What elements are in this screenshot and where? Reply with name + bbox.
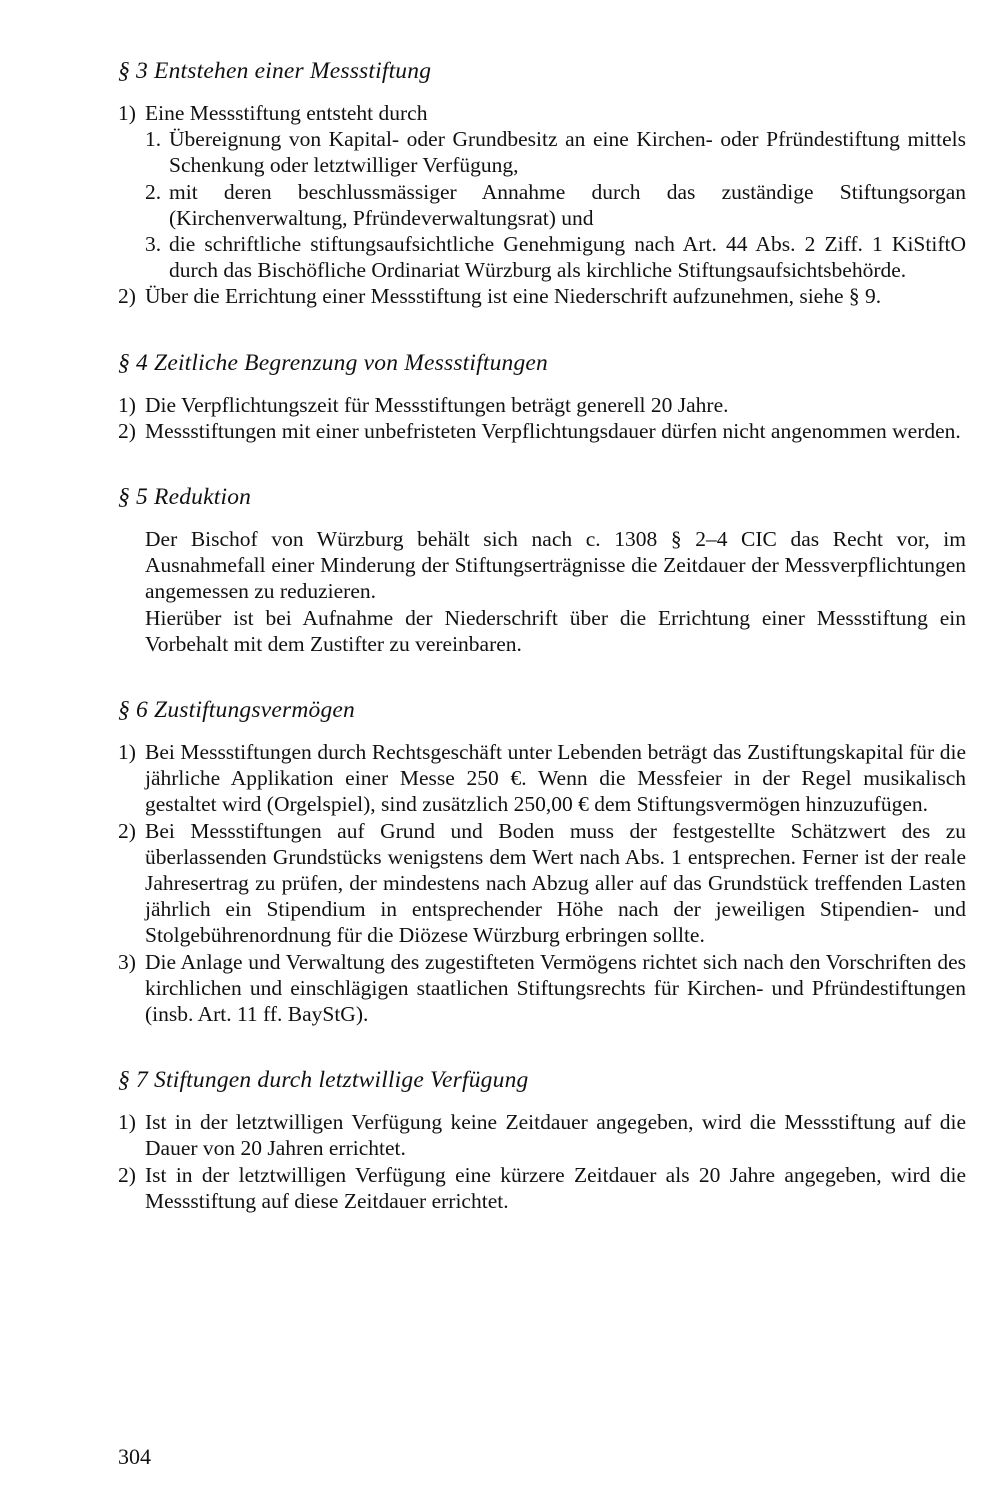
item-number: 1) — [118, 101, 136, 125]
list-item — [118, 1162, 966, 1214]
item-text: Ist in der letztwilligen Verfügung eine kürzere Zeitdauer als 20 Jahre angegeben, wird die Messstiftung auf diese Zeitdauer errichtet. — [145, 1162, 966, 1213]
section-title: § 5 Reduktion — [118, 484, 252, 511]
section-3 — [118, 56, 966, 310]
item-number: 1. — [145, 127, 162, 152]
list-item — [118, 283, 966, 309]
page-number: 304 — [118, 1444, 151, 1469]
item-number: 2) — [118, 418, 136, 443]
list-item — [118, 100, 966, 126]
section-4 — [118, 348, 966, 444]
list-item — [118, 1109, 966, 1161]
list-item — [118, 392, 966, 418]
item-text: Bei Messstiftungen durch Rechtsgeschäft unter Lebenden beträgt das Zustiftungskapital für die jährliche Applikation einer Messe 250 €. Wenn die Messfeier in der Regel musikalisch gestaltet wird (Orgelspiel), sind zusätzlich 250,00 € dem Stiftungsvermögen hinzuzufügen. — [145, 740, 966, 817]
item-text: Bei Messstiftungen auf Grund und Boden muss der festgestellte Schätzwert des zu überlassenden Grundstücks wenigstens dem Wert nach Abs. 1 entsprechen. Ferner ist der reale Jahresertrag zu prüfen, der mindestens nach Abzug aller auf das Grundstück treffenden Lasten jährlich ein Stipendium in entsprechender Höhe nach der jeweiligen Stipendien- und Stolgebührenordnung für die Diözese Würzburg erbringen sollte. — [145, 818, 966, 948]
list-item — [118, 739, 966, 818]
section-title: § 7 Stiftungen durch letztwillige Verfügung — [118, 1067, 529, 1094]
item-number: 2) — [118, 818, 136, 843]
item-number: 3. — [145, 232, 162, 257]
item-number: 1) — [118, 1110, 136, 1135]
item-text: Die Anlage und Verwaltung des zugestifteten Vermögens richtet sich nach den Vorschriften des kirchlichen und einschlägigen staatlichen Stiftungsrechts für Kirchen- und Pfründestiftungen (insb. Art. 11 ff. BayStG). — [145, 949, 966, 1027]
item-text: mit deren beschlussmässiger Annahme durch das zuständige Stiftungsorgan (Kirchenverwaltung, Pfründeverwaltungsrat) und — [169, 179, 966, 230]
item-number: 2) — [118, 284, 136, 309]
item-number: 1) — [118, 392, 136, 417]
item-text: Übereignung von Kapital- oder Grundbesitz an eine Kirchen- oder Pfründestiftung mittels Schenkung oder letztwilliger Verfügung, — [169, 127, 966, 178]
section-6 — [118, 695, 966, 1027]
section-title: § 3 Entstehen einer Messstiftung — [118, 58, 432, 84]
item-number: 2) — [118, 1162, 136, 1187]
paragraph: Hierüber ist bei Aufnahme der Niederschrift über die Errichtung einer Messstiftung ein Vorbehalt mit dem Zustifter zu vereinbaren. — [145, 605, 966, 656]
item-text: Messstiftungen mit einer unbefristeten Verpflichtungsdauer dürfen nicht angenommen werden. — [145, 418, 961, 443]
sub-item — [118, 179, 966, 231]
section-title: § 4 Zeitliche Begrenzung von Messstiftungen — [118, 349, 549, 376]
item-text: Eine Messstiftung entsteht durch — [145, 101, 428, 125]
item-number: 2. — [145, 179, 162, 204]
sub-item — [118, 126, 966, 178]
paragraph: Der Bischof von Würzburg behält sich nach c. 1308 § 2–4 CIC das Recht vor, im Ausnahmefall einer Minderung der Stiftungserträgnisse die Zeitdauer der Messverpflichtungen angemessen zu reduzieren. — [145, 527, 966, 604]
list-item — [118, 818, 966, 949]
section-title: § 6 Zustiftungsvermögen — [118, 697, 355, 724]
section-7 — [118, 1065, 966, 1214]
list-item — [118, 418, 966, 444]
item-text: Die Verpflichtungszeit für Messstiftungen beträgt generell 20 Jahre. — [145, 392, 729, 417]
list-item — [118, 949, 966, 1028]
sub-item — [118, 231, 966, 283]
page-body — [118, 56, 966, 1252]
item-number: 1) — [118, 740, 136, 765]
item-text: Über die Errichtung einer Messstiftung ist eine Niederschrift aufzunehmen, siehe § 9. — [145, 284, 882, 309]
item-text: die schriftliche stiftungsaufsichtliche Genehmigung nach Art. 44 Abs. 2 Ziff. 1 KiStiftO durch das Bischöfliche Ordinariat Würzburg als kirchliche Stiftungsaufsichtsbehörde. — [169, 232, 966, 283]
item-text: Ist in der letztwilligen Verfügung keine Zeitdauer angegeben, wird die Messstiftung auf die Dauer von 20 Jahren errichtet. — [145, 1110, 966, 1161]
section-5 — [118, 482, 966, 657]
item-number: 3) — [118, 949, 136, 974]
